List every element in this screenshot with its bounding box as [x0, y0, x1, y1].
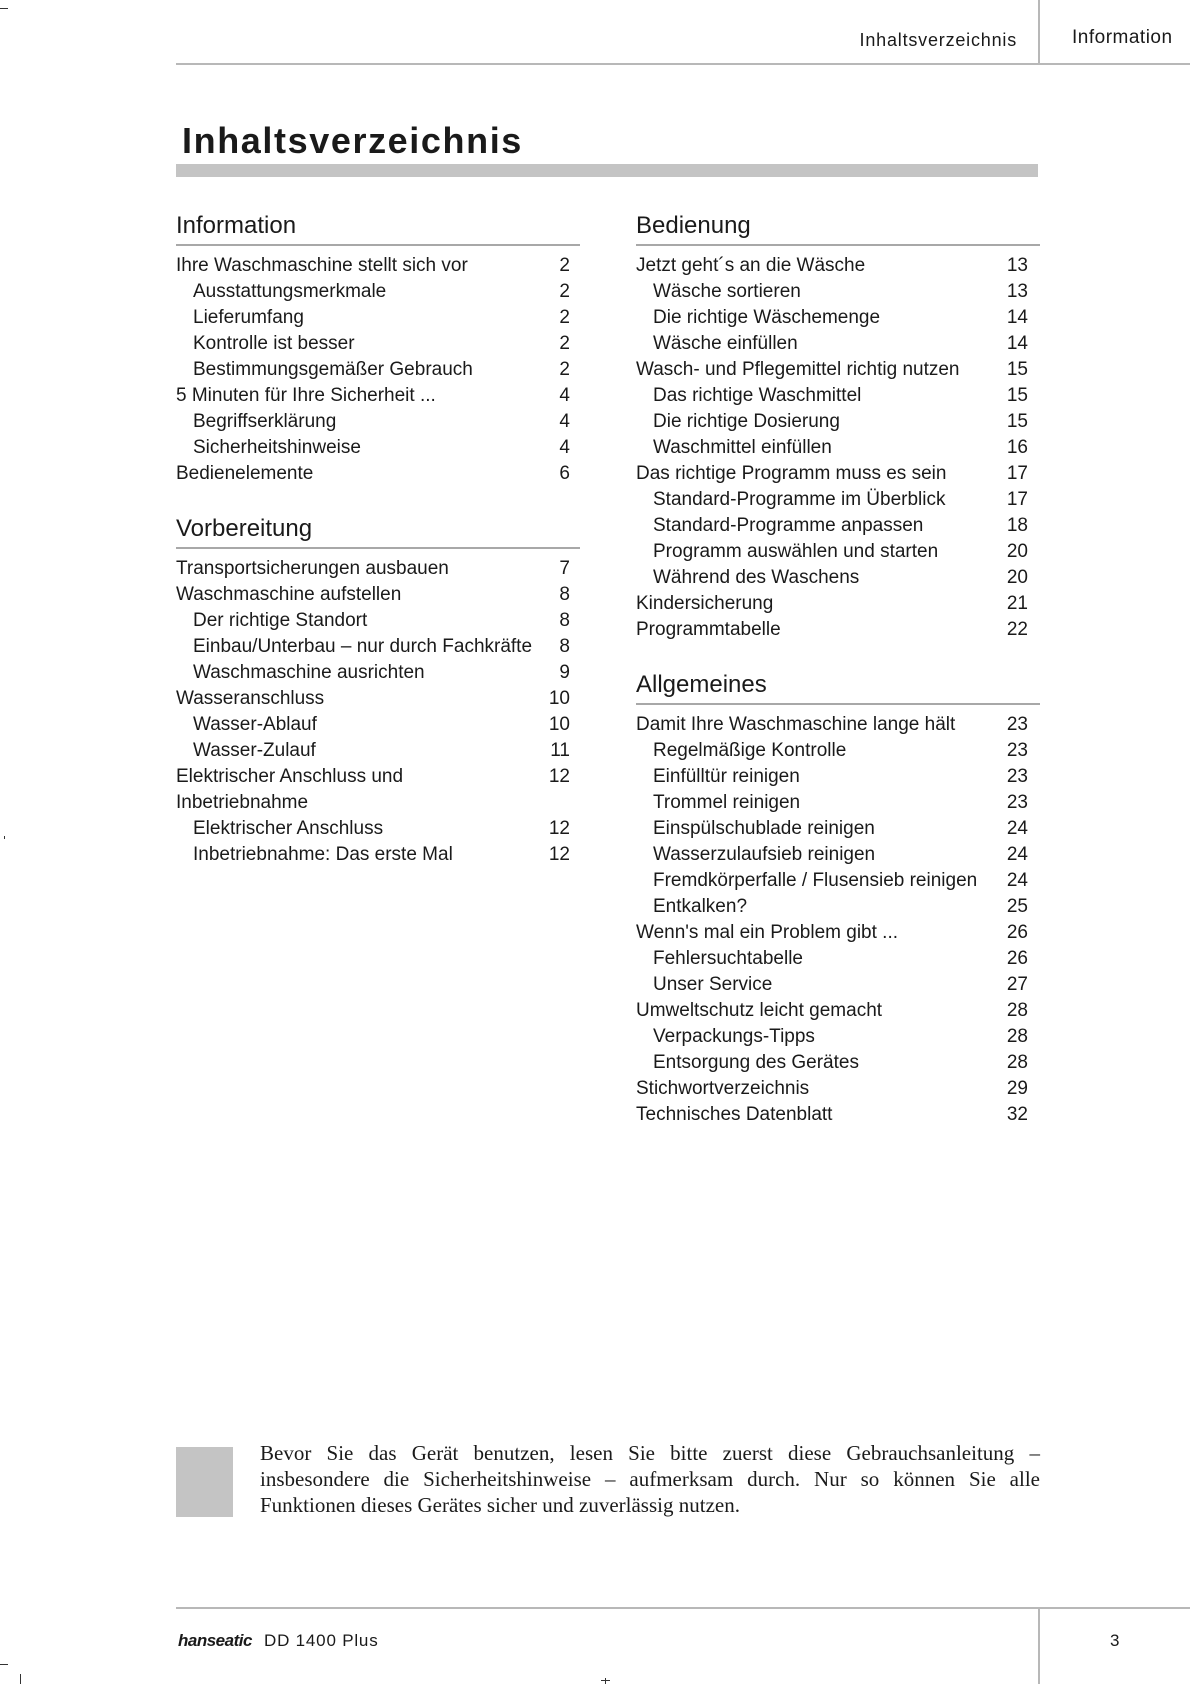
toc-entry-label: Bestimmungsgemäßer Gebrauch	[193, 359, 473, 380]
toc-entry	[176, 712, 580, 738]
toc-entry	[636, 894, 1040, 920]
toc-entry-page: 17	[1006, 463, 1028, 484]
toc-entry-page: 8	[559, 584, 570, 605]
toc-entry	[176, 764, 580, 816]
toc-entry-label: Entkalken?	[653, 896, 748, 917]
toc-entry	[176, 608, 580, 634]
toc-entry	[636, 842, 1040, 868]
toc-left-column	[176, 212, 580, 896]
toc-entry-label: Kontrolle ist besser	[193, 333, 355, 354]
toc-entry	[176, 461, 580, 487]
toc-entry-page: 28	[1006, 1052, 1028, 1073]
toc-entry-label: 5 Minuten für Ihre Sicherheit ...	[176, 385, 436, 406]
toc-entry-page: 12	[548, 766, 570, 787]
toc-entry	[636, 253, 1040, 279]
toc-entry-label: Waschmaschine aufstellen	[176, 584, 402, 605]
toc-entry-page: 28	[1006, 1000, 1028, 1021]
crop-mark	[605, 1678, 606, 1684]
section-heading: Allgemeines	[636, 671, 1040, 705]
toc-entry	[636, 1076, 1040, 1102]
toc-entry-page: 25	[1006, 896, 1028, 917]
toc-entry-page: 12	[548, 844, 570, 865]
toc-entry-label: Fehlersuchtabelle	[653, 948, 803, 969]
toc-entry	[176, 435, 580, 461]
toc-entry	[636, 539, 1040, 565]
toc-entry	[176, 660, 580, 686]
toc-entry	[636, 279, 1040, 305]
toc-entry	[176, 409, 580, 435]
toc-entry	[636, 383, 1040, 409]
toc-entry-page: 4	[559, 411, 570, 432]
note-marker	[176, 1447, 233, 1517]
model-name: DD 1400 Plus	[264, 1631, 379, 1650]
toc-entry	[636, 565, 1040, 591]
toc-entry-page: 26	[1006, 948, 1028, 969]
toc-entry-page: 8	[559, 636, 570, 657]
toc-entry-page: 20	[1006, 567, 1028, 588]
toc-entry	[176, 357, 580, 383]
toc-entry-label: Fremdkörperfalle / Flusensieb reinigen	[653, 870, 978, 891]
toc-entry-page: 20	[1006, 541, 1028, 562]
crop-mark	[0, 1664, 8, 1665]
toc-entry-page: 21	[1006, 593, 1028, 614]
toc-entry-label: Wäsche einfüllen	[653, 333, 798, 354]
toc-entry-page: 24	[1006, 844, 1028, 865]
toc-entry-label: Technisches Datenblatt	[636, 1104, 833, 1125]
footer-divider	[1038, 1607, 1040, 1684]
section-heading: Information	[176, 212, 580, 246]
toc-entry-label: Das richtige Waschmittel	[653, 385, 862, 406]
toc-entry-label: Lieferumfang	[193, 307, 304, 328]
toc-entry-label: Elektrischer Anschluss	[193, 818, 384, 839]
toc-entry-page: 13	[1006, 255, 1028, 276]
toc-entry-page: 23	[1006, 766, 1028, 787]
toc-entry-label: Während des Waschens	[653, 567, 860, 588]
toc-entry	[636, 409, 1040, 435]
toc-entry	[636, 617, 1040, 643]
toc-entry-page: 2	[559, 333, 570, 354]
toc-entry-page: 24	[1006, 818, 1028, 839]
title-bar	[176, 164, 1038, 177]
toc-entry	[176, 279, 580, 305]
toc-entry	[636, 591, 1040, 617]
toc-entry	[636, 790, 1040, 816]
toc-entry	[636, 868, 1040, 894]
toc-entry-page: 15	[1006, 359, 1028, 380]
toc-entry-label: Programmtabelle	[636, 619, 781, 640]
toc-entry	[636, 972, 1040, 998]
toc-entry-page: 14	[1006, 333, 1028, 354]
toc-entry-page: 24	[1006, 870, 1028, 891]
toc-entry-page: 28	[1006, 1026, 1028, 1047]
toc-entry-page: 10	[548, 714, 570, 735]
toc-entry	[636, 712, 1040, 738]
toc-entry-label: Einbau/Unterbau – nur durch Fachkräfte	[193, 636, 533, 657]
toc-entry-label: Die richtige Dosierung	[653, 411, 840, 432]
toc-entry	[636, 357, 1040, 383]
toc-section	[176, 212, 580, 487]
toc-entry	[636, 435, 1040, 461]
toc-entry-label: Programm auswählen und starten	[653, 541, 939, 562]
crop-mark	[0, 8, 8, 9]
toc-entry-label: Transportsicherungen ausbauen	[176, 558, 449, 579]
brand-logo: hanseatic	[178, 1631, 252, 1650]
toc-entry-label: Stichwortverzeichnis	[636, 1078, 810, 1099]
toc-entry	[636, 764, 1040, 790]
toc-entry	[176, 305, 580, 331]
toc-entry-page: 32	[1006, 1104, 1028, 1125]
toc-entry-label: Der richtige Standort	[193, 610, 368, 631]
toc-entry	[636, 1102, 1040, 1128]
toc-entry-page: 2	[559, 281, 570, 302]
toc-section	[636, 671, 1040, 1128]
toc-entry-page: 4	[559, 437, 570, 458]
toc-entry	[636, 946, 1040, 972]
toc-entry-label: Unser Service	[653, 974, 773, 995]
toc-entry-label: Die richtige Wäschemenge	[653, 307, 881, 328]
toc-entry-label: Waschmittel einfüllen	[653, 437, 832, 458]
header-divider	[1038, 0, 1040, 64]
toc-entry-label: Waschmaschine ausrichten	[193, 662, 425, 683]
toc-entry	[176, 634, 580, 660]
page-title: Inhaltsverzeichnis	[182, 120, 523, 161]
toc-entry-label: Wäsche sortieren	[653, 281, 801, 302]
toc-entry	[176, 686, 580, 712]
header-document-title: Inhaltsverzeichnis	[859, 30, 1017, 50]
toc-entry-page: 17	[1006, 489, 1028, 510]
toc-entry-label: Entsorgung des Gerätes	[653, 1052, 859, 1073]
toc-entry-label: Trommel reinigen	[653, 792, 801, 813]
section-heading: Bedienung	[636, 212, 1040, 246]
toc-entry	[176, 331, 580, 357]
header-section-label: Information	[1072, 27, 1173, 48]
crop-mark	[4, 836, 5, 839]
toc-entry-page: 10	[548, 688, 570, 709]
toc-entry	[636, 1050, 1040, 1076]
toc-entry	[636, 305, 1040, 331]
toc-entry	[176, 582, 580, 608]
toc-entry-label: Bedienelemente	[176, 463, 314, 484]
toc-entry-page: 2	[559, 255, 570, 276]
toc-entry-page: 4	[559, 385, 570, 406]
toc-entry-label: Einfülltür reinigen	[653, 766, 800, 787]
toc-entry-label: Damit Ihre Waschmaschine lange hält	[636, 714, 956, 735]
toc-entry	[176, 383, 580, 409]
toc-entry-page: 15	[1006, 385, 1028, 406]
toc-entry-label: Das richtige Programm muss es sein	[636, 463, 947, 484]
toc-entry-page: 8	[559, 610, 570, 631]
toc-entry-page: 23	[1006, 740, 1028, 761]
toc-entry-label: Regelmäßige Kontrolle	[653, 740, 847, 761]
toc-entry-label: Sicherheitshinweise	[193, 437, 361, 458]
toc-entry-label: Begriffserklärung	[193, 411, 337, 432]
toc-entry-page: 2	[559, 307, 570, 328]
toc-entry-page: 12	[548, 818, 570, 839]
toc-entry-page: 7	[559, 558, 570, 579]
toc-entry	[636, 998, 1040, 1024]
toc-entry-page: 6	[559, 463, 570, 484]
toc-entry	[176, 842, 580, 868]
crop-mark	[601, 1680, 610, 1681]
toc-entry-label: Wasch- und Pflegemittel richtig nutzen	[636, 359, 960, 380]
toc-entry-label: Ihre Waschmaschine stellt sich vor	[176, 255, 468, 276]
toc-entry-page: 11	[550, 740, 570, 761]
toc-entry-label: Wasseranschluss	[176, 688, 325, 709]
toc-entry-label: Wasserzulaufsieb reinigen	[653, 844, 876, 865]
toc-entry	[636, 487, 1040, 513]
toc-entry-page: 27	[1006, 974, 1028, 995]
toc-entry-label: Wasser-Zulauf	[193, 740, 316, 761]
toc-entry-label: Verpackungs-Tipps	[653, 1026, 815, 1047]
toc-entry-page: 13	[1006, 281, 1028, 302]
toc-entry-label: Einspülschublade reinigen	[653, 818, 875, 839]
toc-entry-label: Ausstattungsmerkmale	[193, 281, 387, 302]
toc-entry-label: Standard-Programme anpassen	[653, 515, 924, 536]
toc-entry	[636, 331, 1040, 357]
toc-entry-label: Wenn's mal ein Problem gibt ...	[636, 922, 899, 943]
toc-entry-label: Jetzt geht´s an die Wäsche	[636, 255, 866, 276]
crop-mark	[20, 1674, 21, 1684]
toc-entry	[636, 920, 1040, 946]
page-number: 3	[1110, 1631, 1120, 1650]
toc-entry-label: Wasser-Ablauf	[193, 714, 317, 735]
toc-entry-label: Standard-Programme im Überblick	[653, 489, 946, 510]
toc-entry-page: 29	[1006, 1078, 1028, 1099]
section-heading: Vorbereitung	[176, 515, 580, 549]
toc-entry	[176, 738, 580, 764]
toc-entry-label: Kindersicherung	[636, 593, 774, 614]
toc-entry	[636, 461, 1040, 487]
toc-entry-label: Inbetriebnahme: Das erste Mal	[193, 844, 453, 865]
toc-entry-page: 9	[559, 662, 570, 683]
toc-entry-page: 2	[559, 359, 570, 380]
toc-entry-page: 26	[1006, 922, 1028, 943]
toc-entry	[636, 816, 1040, 842]
toc-entry	[636, 513, 1040, 539]
toc-entry	[636, 1024, 1040, 1050]
toc-section	[176, 515, 580, 868]
toc-entry	[176, 556, 580, 582]
toc-entry-page: 18	[1006, 515, 1028, 536]
safety-note: Bevor Sie das Gerät benutzen, lesen Sie bitte zuerst diese Gebrauchsanleitung – insbesondere die Sicherheitshinweise – aufmerksam durch. Nur so können Sie alle Funktionen dieses Gerätes sicher und zuverlässig nutzen.	[260, 1441, 1040, 1517]
toc-entry	[176, 816, 580, 842]
toc-entry-page: 23	[1006, 714, 1028, 735]
toc-entry-page: 22	[1006, 619, 1028, 640]
toc-entry-page: 16	[1006, 437, 1028, 458]
toc-entry-label: Umweltschutz leicht gemacht	[636, 1000, 883, 1021]
toc-right-column	[636, 212, 1040, 1156]
toc-section	[636, 212, 1040, 643]
toc-entry-label: Elektrischer Anschluss und Inbetriebnahme	[176, 766, 404, 813]
toc-entry-page: 14	[1006, 307, 1028, 328]
toc-entry-page: 15	[1006, 411, 1028, 432]
toc-entry-page: 23	[1006, 792, 1028, 813]
toc-entry	[636, 738, 1040, 764]
toc-entry	[176, 253, 580, 279]
